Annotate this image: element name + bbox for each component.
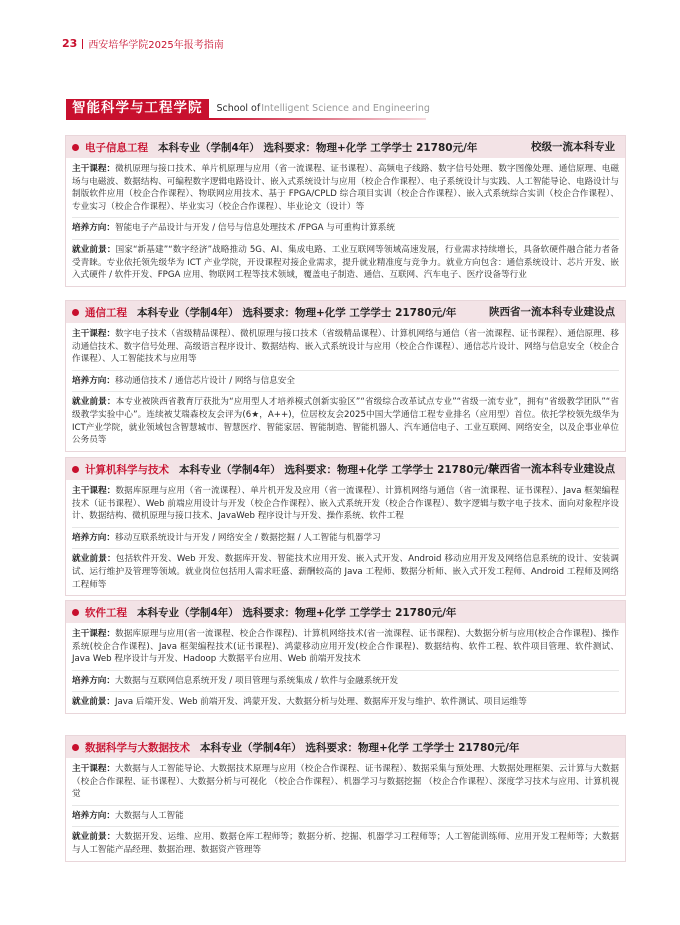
career-row	[72, 691, 619, 713]
core-courses-row	[72, 158, 619, 217]
core-courses-label: 主干课程：	[72, 629, 116, 639]
direction-text: 移动通信技术 / 通信芯片设计 / 网络与信息安全	[114, 375, 295, 386]
direction-row	[72, 527, 619, 549]
major-card-electronic-info	[65, 135, 626, 287]
core-courses-row	[72, 623, 619, 670]
major-card-software	[65, 600, 626, 714]
direction-label: 培养方向：	[72, 532, 115, 543]
page-number: 23	[62, 37, 78, 50]
core-courses-row	[72, 758, 619, 805]
major-card-header	[66, 736, 625, 758]
major-card-body	[66, 758, 625, 861]
college-name-en-rest: Intelligent Science and Engineering	[261, 103, 430, 114]
college-name-en	[209, 99, 430, 118]
core-courses-row	[72, 323, 619, 370]
direction-label: 培养方向：	[72, 223, 115, 234]
major-card-body	[66, 623, 625, 713]
major-name: 通信工程	[85, 306, 127, 319]
college-underline	[66, 118, 426, 120]
college-name-cn: 智能科学与工程学院	[66, 99, 209, 118]
career-text: 国家“新基建”“数字经济”战略推动 5G、AI、集成电路、工业互联网等领域高速发展，行业需求持续增长，具备软硬件融合能力者备受青睐。专业依托领先级华为 ICT 产业学院，开设课程对接企业需求，提升就业精准度与竞争力。就业方向包含：通信系统设计、芯片开发、嵌入式硬件 / 软件开发、FPGA 应用、物联网工程等技术领域，覆盖电子制造、通信、互联网、汽车电子、医疗设备等行业	[72, 244, 619, 281]
major-name: 软件工程	[85, 606, 127, 619]
career-text: 包括软件开发、Web 开发、数据库开发、智能技术应用开发、嵌入式开发、Android 移动应用开发及网络信息系统的设计、安装调试、运行维护及管理等领域。就业岗位包括用人需求旺盛、薪酬较高的 Java 工程师、数据分析师、嵌入式开发工程师、Android 工程师及网络工程师等	[72, 554, 619, 590]
career-row	[72, 548, 619, 595]
direction-text: 智能电子产品设计与开发 / 信号与信息处理技术 /FPGA 与可重构计算系统	[114, 223, 395, 234]
career-row	[72, 239, 619, 286]
major-card-header	[66, 136, 625, 158]
bullet-icon	[72, 144, 79, 151]
major-card-body	[66, 323, 625, 451]
career-label: 就业前景：	[72, 244, 116, 255]
direction-row	[72, 370, 619, 392]
direction-row	[72, 805, 619, 827]
core-courses-label: 主干课程：	[72, 164, 116, 174]
major-badge: 陕西省一流本科专业建设点	[489, 463, 615, 475]
career-text: 本专业被陕西省教育厅获批为“应用型人才培养模式创新实验区”“省级综合改革试点专业”“省级一流专业”，拥有“省级教学团队”“省级教学实验中心”。连续被艾瑞森校友会评为(6★，A++)，位居校友会2025中国大学通信工程专业排名（应用型）首位。依托学校领先级华为ICT产业学院，就业领域包含智慧城市、智慧医疗、智能家居、智能制造、智能机器人、汽车通信电子、工业互联网、网络安全，以及企事业单位公务员等	[72, 397, 619, 446]
bullet-icon	[72, 309, 79, 316]
core-courses-text: 数字电子技术（省级精品课程）、微机原理与接口技术（省级精品课程）、计算机网络与通信（省一流课程、证书课程）、通信原理、移动通信技术、数字信号处理、高级语言程序设计、数据结构、嵌入式系统设计与应用（校企合作课程）、通信芯片设计、网络与信息安全（校企合作课程）、人工智能技术与应用等	[72, 329, 619, 365]
major-card-communication	[65, 300, 626, 452]
core-courses-text: 大数据与人工智能导论、大数据技术原理与应用（校企合作课程、证书课程）、数据采集与预处理、大数据处理框架、云计算与大数据（校企合作课程、证书课程）、大数据分析与可视化 （校企合作课程）、机器学习与数据挖掘 （校企合作课程）、深度学习技术与应用、计算机视觉	[72, 764, 619, 800]
major-card-data-science	[65, 735, 626, 862]
career-label: 就业前景：	[72, 832, 116, 843]
core-courses-text: 数据库原理与应用（省一流课程）、单片机开发及应用（省一流课程）、计算机网络与通信（省一流课程、证书课程）、Java 框架编程技术（证书课程）、Web 前端应用设计与开发（校企合作课程）、嵌入式系统开发（校企合作课程）、数字逻辑与数字电子技术、面向对象程序设计、数据结构、微机原理与接口技术、JavaWeb 程序设计与开发、操作系统、软件工程	[72, 486, 619, 522]
core-courses-label: 主干课程：	[72, 764, 116, 774]
career-row	[72, 826, 619, 860]
major-card-body	[66, 480, 625, 595]
major-card-header	[66, 301, 625, 323]
direction-text: 大数据与互联网信息系统开发 / 项目管理与系统集成 / 软件与金融系统开发	[114, 675, 399, 686]
core-courses-label: 主干课程：	[72, 486, 116, 496]
core-courses-text: 数据库原理与应用(省一流课程、校企合作课程)、计算机网络技术(省一流课程、证书课程)、大数据分析与应用(校企合作课程)、操作系统(校企合作课程)、Java 框架编程技术(证书课程)、鸿蒙移动应用开发(校企合作课程)、数据结构、软件工程、软件项目管理、软件测试、Java Web 程序设计与开发、Hadoop 大数据平台应用、Web 前端开发技术	[72, 629, 619, 665]
career-label: 就业前景：	[72, 697, 115, 708]
bullet-icon	[72, 609, 79, 616]
direction-label: 培养方向：	[72, 810, 115, 821]
core-courses-row	[72, 480, 619, 527]
major-card-header	[66, 458, 625, 480]
major-card-computer-science	[65, 457, 626, 596]
major-name: 电子信息工程	[85, 141, 148, 154]
major-info: 本科专业（学制4年） 选科要求：物理+化学 工学学士 21780元/年	[158, 141, 478, 154]
major-card-header	[66, 601, 625, 623]
major-badge: 陕西省一流本科专业建设点	[489, 306, 615, 318]
direction-row	[72, 217, 619, 239]
major-badge: 校级一流本科专业	[531, 141, 615, 153]
core-courses-label: 主干课程：	[72, 329, 116, 339]
career-text: 大数据开发、运维、应用、数据仓库工程师等；数据分析、挖掘、机器学习工程师等；人工智能训练师、应用开发工程师等；大数据与人工智能产品经理、数据治理、数据资产管理等	[72, 832, 619, 855]
bullet-icon	[72, 466, 79, 473]
document-title: 西安培华学院2025年报考指南	[88, 40, 224, 51]
core-courses-text: 微机原理与接口技术、单片机原理与应用（省一流课程、证书课程）、高频电子线路、数字信号处理、数字图像处理、通信原理、电磁场与电磁波、数据结构、可编程数字逻辑电路设计、嵌入式系统设计与应用（校企合作课程）、电子系统设计与实践、人工智能导论、电路设计与制版软件应用（校企合作课程）、物联网应用技术、基于 FPGA/CPLD 综合项目实训（校企合作课程）、嵌入式系统综合实训（校企合作课程）、专业实习（校企合作课程）、毕业实习（校企合作课程）、毕业论文（设计）等	[72, 164, 619, 212]
major-info: 本科专业（学制4年） 选科要求：物理+化学 工学学士 21780元/年	[179, 463, 499, 476]
major-name: 数据科学与大数据技术	[85, 741, 190, 754]
career-text: Java 后端开发、Web 前端开发、鸿蒙开发、大数据分析与处理、数据库开发与维护、软件测试、项目运维等	[114, 697, 527, 708]
college-name-en-prefix: School of	[216, 103, 261, 114]
direction-label: 培养方向：	[72, 375, 115, 386]
major-info: 本科专业（学制4年） 选科要求：物理+化学 工学学士 21780元/年	[137, 306, 457, 319]
career-row	[72, 391, 619, 450]
career-label: 就业前景：	[72, 397, 116, 408]
direction-text: 移动互联系统设计与开发 / 网络安全 / 数据挖掘 / 人工智能与机器学习	[114, 532, 381, 543]
career-label: 就业前景：	[72, 554, 116, 565]
major-info: 本科专业（学制4年） 选科要求：物理+化学 工学学士 21780元/年	[200, 741, 520, 754]
bullet-icon	[72, 744, 79, 751]
direction-label: 培养方向：	[72, 675, 115, 686]
direction-text: 大数据与人工智能	[114, 810, 184, 821]
major-name: 计算机科学与技术	[85, 463, 169, 476]
header-divider	[82, 39, 83, 49]
page-header	[62, 36, 224, 51]
college-banner	[66, 99, 430, 118]
major-info: 本科专业（学制4年） 选科要求：物理+化学 工学学士 21780元/年	[137, 606, 457, 619]
direction-row	[72, 670, 619, 692]
major-card-body	[66, 158, 625, 286]
